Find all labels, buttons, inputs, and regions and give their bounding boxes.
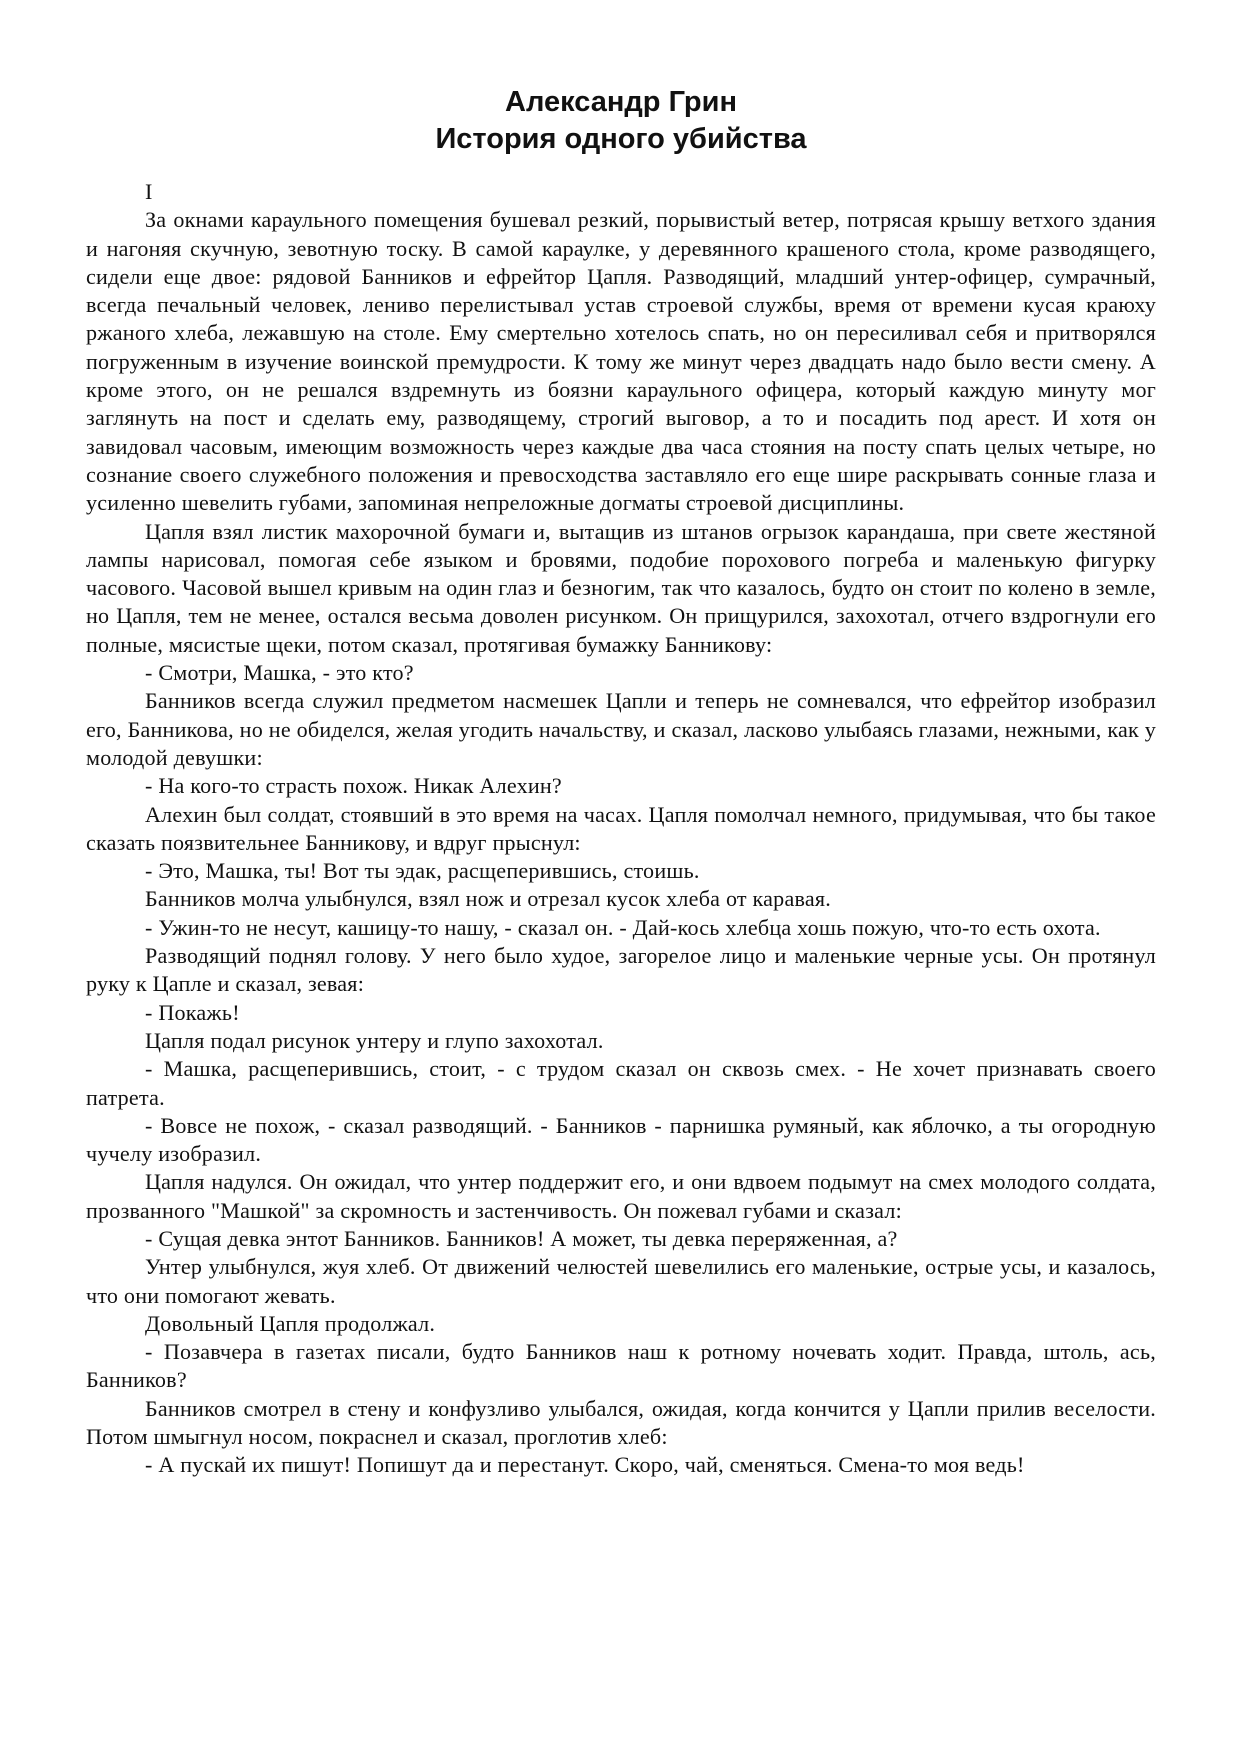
paragraph: Унтер улыбнулся, жуя хлеб. От движений челюстей шевелились его маленькие, острые усы, и казалось, что они помогают жевать. [86,1254,1156,1308]
paragraph: Цапля подал рисунок унтеру и глупо захохотал. [145,1027,604,1053]
dialogue-line: - А пускай их пишут! Попишут да и перестанут. Скоро, чай, сменяться. Смена-то моя ведь! [145,1452,1025,1478]
paragraph: Довольный Цапля продолжал. [145,1310,436,1336]
chapter-number: I [145,179,153,204]
paragraph: Цапля взял листик махорочной бумаги и, вытащив из штанов огрызок карандаша, при свете жестяной лампы нарисовал, помогая себе языком и бровями, подобие порохового погреба и маленькую фигурку часового. Часовой вышел кривым на один глаз и безногим, так что казалось, будто он стоит по колено в земле, но Цапля, тем не менее, остался весьма доволен рисунком. Он прищурился, захохотал, отчего вздрогнули его полные, мясистые щеки, потом сказал, протягивая бумажку Банникову: [86,518,1156,657]
dialogue-line: - На кого-то страсть похож. Никак Алехин? [145,773,562,799]
document-header [86,84,1156,158]
dialogue-line: - Вовсе не похож, - сказал разводящий. - Банников - парнишка румяный, как яблочко, а ты огородную чучелу изобразил. [86,1112,1156,1167]
paragraph: Цапля надулся. Он ожидал, что унтер поддержит его, и они вдвоем подымут на смех молодого солдата, прозванного "Машкой" за скромность и застенчивость. Он пожевал губами и сказал: [86,1169,1156,1223]
story-title: История одного убийства [435,123,807,155]
dialogue-line: - Это, Машка, ты! Вот ты эдак, расщеперившись, стоишь. [145,858,700,884]
dialogue-line: - Покажь! [145,999,240,1025]
story-body [86,206,1156,1479]
dialogue-line: - Позавчера в газетах писали, будто Банников наш к ротному ночевать ходит. Правда, штоль, ась, Банников? [86,1339,1156,1393]
paragraph: Банников всегда служил предметом насмешек Цапли и теперь не сомневался, что ефрейтор изобразил его, Банникова, но не обиделся, желая угодить начальству, и сказал, ласково улыбаясь глазами, нежными, как у молодой девушки: [86,688,1156,770]
document-page [86,84,1156,1480]
dialogue-line: - Машка, расщеперившись, стоит, - с трудом сказал он сквозь смех. - Не хочет признавать своего патрета. [86,1056,1156,1110]
author-name: Александр Грин [505,86,737,118]
dialogue-line: - Ужин-то не несут, кашицу-то нашу, - сказал он. - Дай-кось хлебца хошь пожую, что-то есть охота. [145,914,1101,940]
paragraph: За окнами караульного помещения бушевал резкий, порывистый ветер, потрясая крышу ветхого здания и нагоняя скучную, зевотную тоску. В самой караулке, у деревянного крашеного стола, кроме разводящего, сидели еще двое: рядовой Банников и ефрейтор Цапля. Разводящий, младший унтер-офицер, сумрачный, всегда печальный человек, лениво перелистывал устав строевой службы, время от времени кусая краюху ржаного хлеба, лежавшую на столе. Ему смертельно хотелось спать, но он пересиливал себя и притворялся погруженным в изучение воинской премудрости. К тому же минут через двадцать надо было вести смену. А кроме этого, он не решался вздремнуть из боязни караульного офицера, который каждую минуту мог заглянуть на пост и сделать ему, разводящему, строгий выговор, а то и посадить под арест. И хотя он завидовал часовым, имеющим возможность через каждые два часа стояния на посту спать целых четыре, но сознание своего служебного положения и превосходства заставляло его еще шире раскрывать сонные глаза и усиленно шевелить губами, запоминая непреложные догматы строевой дисциплины. [86,207,1156,516]
dialogue-line: - Смотри, Машка, - это кто? [145,660,414,686]
paragraph: Разводящий поднял голову. У него было худое, загорелое лицо и маленькие черные усы. Он протянул руку к Цапле и сказал, зевая: [86,943,1156,997]
paragraph: Банников молча улыбнулся, взял нож и отрезал кусок хлеба от каравая. [145,886,831,912]
dialogue-line: - Сущая девка энтот Банников. Банников! А может, ты девка переряженная, а? [145,1225,898,1251]
paragraph: Алехин был солдат, стоявший в это время на часах. Цапля помолчал немного, придумывая, что бы такое сказать поязвительнее Банникову, и вдруг прыснул: [86,801,1156,855]
paragraph: Банников смотрел в стену и конфузливо улыбался, ожидая, когда кончится у Цапли прилив веселости. Потом шмыгнул носом, покраснел и сказал, проглотив хлеб: [86,1395,1156,1450]
